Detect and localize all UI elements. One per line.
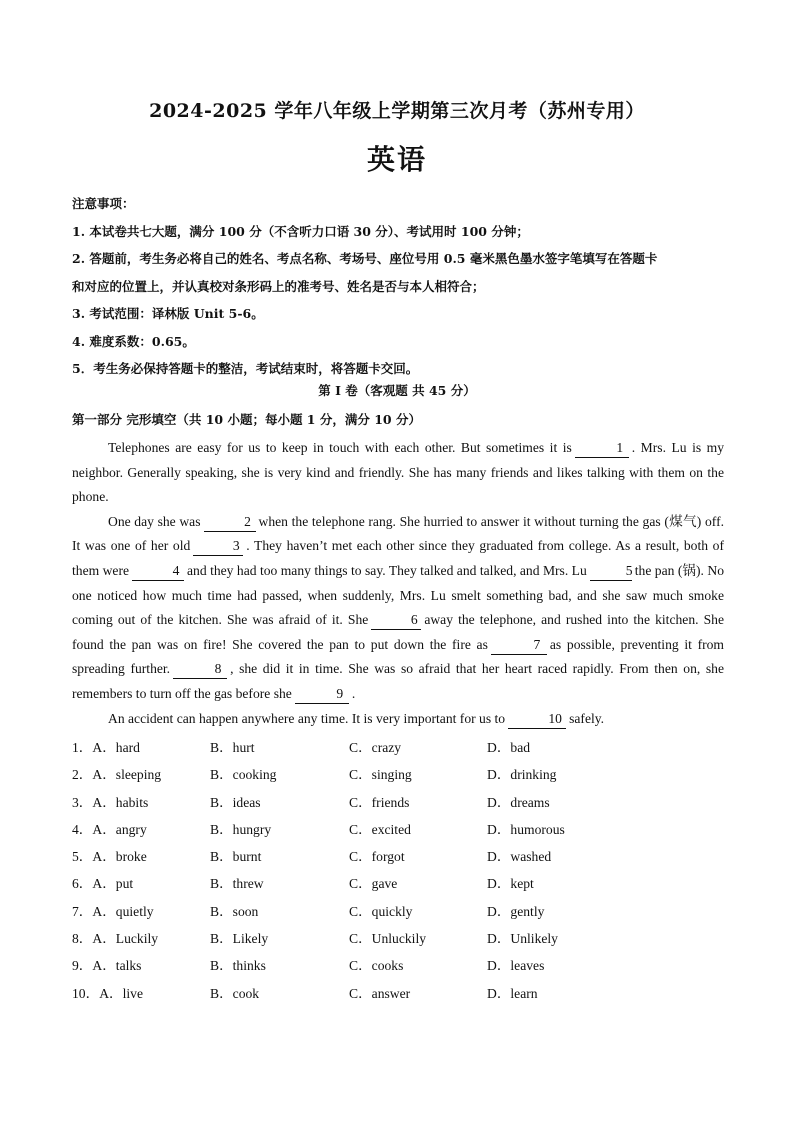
passage-paragraph — [72, 436, 724, 510]
blank-6: 6 — [371, 612, 421, 630]
option-c: C．quickly — [349, 903, 413, 919]
cloze-passage — [72, 436, 724, 731]
blank-3: 3 — [193, 538, 243, 556]
option-d: D．kept — [487, 876, 534, 892]
option-c: C．Unluckily — [349, 931, 427, 947]
option-d: D．learn — [487, 985, 538, 1001]
passage-text: and they had too many things to say. They talked and talked, and Mrs. Lu — [187, 562, 587, 578]
notes-heading: 注意事项： — [72, 196, 135, 211]
option-c: C．answer — [349, 985, 411, 1001]
option-b: B．burnt — [210, 849, 262, 865]
passage-text: . They haven’t met each other since they graduated from college. As a result, both of them were — [72, 538, 724, 578]
option-a: A．angry — [92, 821, 147, 837]
passage-paragraph — [72, 510, 724, 707]
question-row — [72, 925, 724, 952]
note-item: 2. 答题前，考生务必将自己的姓名、考点名称、考场号、座位号用 0.5 毫米黑色墨水签字笔填写在答题卡 — [72, 251, 658, 266]
option-d: D．Unlikely — [487, 931, 558, 947]
option-d: D．gently — [487, 903, 545, 919]
passage-text: . — [351, 685, 356, 701]
blank-9: 9 — [295, 686, 349, 704]
question-row — [72, 898, 724, 925]
question-row — [72, 816, 724, 843]
blank-2: 2 — [204, 514, 256, 532]
question-row — [72, 870, 724, 897]
note-item: 和对应的位置上，并认真校对条形码上的准考号、姓名是否与本人相符合； — [72, 278, 485, 294]
question-number: 8． — [72, 931, 93, 947]
question-row — [72, 843, 724, 870]
question-row — [72, 952, 724, 979]
option-a: A．hard — [92, 740, 140, 755]
option-a: A．broke — [92, 849, 147, 865]
passage-text: safely. — [569, 710, 605, 726]
options-list — [72, 734, 724, 1007]
question-number: 9． — [72, 958, 93, 974]
option-d: D．bad — [487, 740, 531, 755]
option-b: B．cook — [210, 985, 260, 1001]
option-a: A．sleeping — [92, 767, 162, 783]
option-d: D．humorous — [487, 821, 565, 837]
question-row — [72, 734, 724, 761]
option-c: C．crazy — [349, 740, 402, 755]
passage-text: . Mrs. Lu is my neighbor. Generally speaking, she is very kind and friendly. She has many friends and likes talking with them on the phone. — [72, 440, 724, 505]
question-number: 7． — [72, 903, 93, 919]
option-a: A．talks — [92, 958, 142, 974]
option-c: C．singing — [349, 767, 412, 783]
passage-text: Telephones are easy for us to keep in touch with each other. But sometimes it is — [108, 440, 572, 455]
question-number: 1． — [72, 740, 93, 755]
option-c: C．excited — [349, 821, 411, 837]
note-item: 1. 本试卷共七大题，满分 100 分（不含听力口语 30 分）、考试用时 100 分钟； — [72, 223, 529, 239]
passage-text: One day she was — [108, 513, 201, 529]
question-number: 2． — [72, 767, 93, 783]
passage-text: when the telephone rang. She hurried to answer it without turning the gas (煤气) off. It was one of her old — [72, 513, 724, 554]
option-b: B．soon — [210, 903, 259, 919]
blank-1: 1 — [575, 440, 629, 458]
option-d: D．drinking — [487, 767, 557, 783]
note-item: 4. 难度系数：0.65。 — [72, 333, 195, 349]
option-a: A．put — [92, 876, 134, 892]
part-title: 第一部分 完形填空（共 10 小题；每小题 1 分，满分 10 分） — [72, 412, 421, 427]
blank-7: 7 — [491, 637, 547, 655]
note-item: 5．考生务必保持答题卡的整洁，考试结束时，将答题卡交回。 — [72, 361, 419, 376]
option-b: B．hurt — [210, 740, 255, 755]
passage-paragraph — [72, 707, 724, 732]
option-a: A．Luckily — [92, 931, 159, 947]
exam-title: 2024-2025 学年八年级上学期第三次月考（苏州专用） — [149, 100, 645, 122]
blank-5: 5 — [590, 563, 632, 581]
question-row — [72, 761, 724, 788]
question-number: 4． — [72, 821, 93, 837]
passage-text: An accident can happen anywhere any time. It is very important for us to — [108, 710, 506, 726]
option-c: C．gave — [349, 876, 398, 892]
option-d: D．dreams — [487, 794, 550, 810]
blank-4: 4 — [132, 563, 184, 581]
passage-text: as possible, preventing it from spreading further. — [72, 636, 725, 677]
passage-text: the pan (锅). No one noticed how much time had passed, when suddenly, Mrs. Lu smelt something bad, and she saw much smoke coming out of the kitchen. She was afraid of it. She — [72, 562, 724, 628]
question-number: 10． — [72, 985, 100, 1001]
option-a: A．quietly — [92, 903, 154, 919]
note-item: 3. 考试范围：译林版 Unit 5-6。 — [72, 306, 264, 321]
passage-text: , she did it in time. She was so afraid that her heart raced rapidly. From then on, she remembers to turn off the gas before she — [72, 661, 724, 701]
option-c: C．cooks — [349, 958, 404, 974]
option-b: B．hungry — [210, 821, 272, 837]
blank-8: 8 — [173, 661, 227, 679]
option-a: A．live — [99, 985, 143, 1001]
option-b: B．cooking — [210, 767, 277, 783]
blank-10: 10 — [508, 711, 566, 729]
notes-section — [72, 190, 732, 383]
question-row — [72, 980, 724, 1007]
section-title: 第 I 卷（客观题 共 45 分） — [318, 383, 476, 398]
option-c: C．forgot — [349, 849, 405, 865]
question-number: 3． — [72, 794, 93, 810]
option-b: B．Likely — [210, 931, 269, 947]
option-b: B．ideas — [210, 794, 261, 810]
option-d: D．washed — [487, 849, 552, 865]
option-d: D．leaves — [487, 958, 545, 974]
option-b: B．threw — [210, 876, 264, 892]
option-b: B．thinks — [210, 958, 266, 974]
subject-title: 英语 — [366, 143, 427, 176]
passage-text: away the telephone, and rushed into the kitchen. She found the pan was on fire! She covered the pan to put down the fire as — [72, 612, 725, 652]
option-c: C．friends — [349, 794, 410, 810]
question-number: 6． — [72, 876, 93, 892]
option-a: A．habits — [92, 794, 149, 810]
question-row — [72, 789, 724, 816]
question-number: 5． — [72, 849, 93, 865]
